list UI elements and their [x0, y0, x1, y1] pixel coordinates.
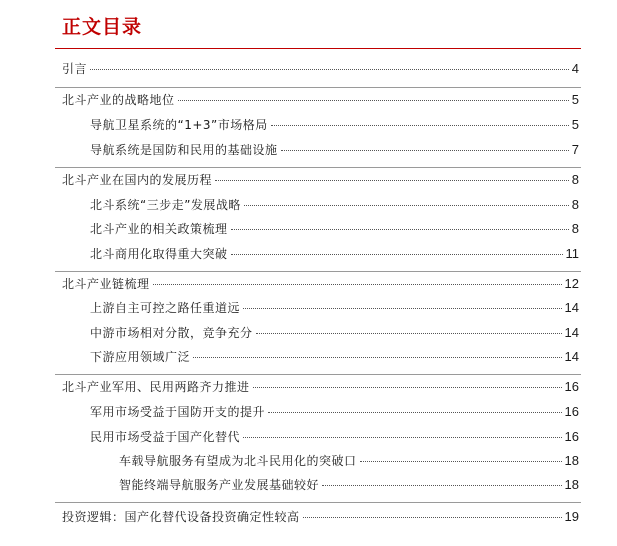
- toc-entry-vehicle-navigation[interactable]: [119, 453, 579, 469]
- dot-leader: [193, 357, 562, 358]
- toc-entry-upstream[interactable]: [90, 300, 579, 316]
- toc-page-number: 4: [571, 61, 579, 76]
- dot-leader: [153, 284, 562, 285]
- dot-leader: [322, 485, 562, 486]
- section-divider: [55, 502, 581, 503]
- toc-entry-industry-chain[interactable]: [62, 276, 579, 292]
- dot-leader: [215, 180, 569, 181]
- toc-title: 正文目录: [62, 16, 143, 38]
- toc-entry-introduction[interactable]: [62, 61, 579, 77]
- section-divider: [55, 87, 581, 88]
- toc-entry-smart-terminal[interactable]: [119, 477, 579, 493]
- toc-entry-civil-market[interactable]: [90, 429, 579, 445]
- toc-page-number: 8: [571, 172, 579, 187]
- toc-entry-military-market[interactable]: [90, 404, 579, 420]
- toc-entry-policy-review[interactable]: [90, 221, 579, 237]
- dot-leader: [243, 308, 562, 309]
- dot-leader: [268, 412, 562, 413]
- toc-page-number: 14: [564, 325, 579, 340]
- dot-leader: [244, 205, 569, 206]
- dot-leader: [231, 229, 569, 230]
- toc-page-number: 16: [564, 379, 579, 394]
- toc-entry-label: 引言: [62, 62, 88, 76]
- toc-entry-label: 北斗系统“三步走”发展战略: [90, 198, 241, 212]
- toc-page-number: 7: [571, 142, 579, 157]
- toc-page-number: 12: [564, 276, 579, 291]
- dot-leader: [271, 125, 569, 126]
- toc-entry-label: 智能终端导航服务产业发展基础较好: [119, 478, 320, 492]
- toc-entry-label: 北斗产业军用、民用两路齐力推进: [62, 380, 250, 394]
- dot-leader: [303, 517, 562, 518]
- toc-page-number: 14: [564, 300, 579, 315]
- toc-page-number: 16: [564, 429, 579, 444]
- toc-entry-midstream[interactable]: [90, 325, 579, 341]
- section-divider: [55, 167, 581, 168]
- toc-page-number: 14: [564, 349, 579, 364]
- section-divider: [55, 374, 581, 375]
- toc-page-number: 8: [571, 221, 579, 236]
- title-divider: [55, 48, 581, 49]
- toc-entry-investment-logic[interactable]: [62, 509, 579, 525]
- dot-leader: [178, 100, 569, 101]
- toc-entry-label: 车载导航服务有望成为北斗民用化的突破口: [119, 454, 357, 468]
- toc-entry-label: 北斗产业的相关政策梳理: [90, 222, 228, 236]
- toc-entry-label: 下游应用领域广泛: [90, 350, 191, 364]
- toc-page-number: 8: [571, 197, 579, 212]
- toc-entry-label: 北斗商用化取得重大突破: [90, 247, 228, 261]
- toc-page-number: 16: [564, 404, 579, 419]
- toc-entry-infrastructure[interactable]: [90, 142, 579, 158]
- toc-entry-three-step-strategy[interactable]: [90, 197, 579, 213]
- toc-entry-label: 民用市场受益于国产化替代: [90, 430, 241, 444]
- toc-entry-label: 投资逻辑：国产化替代设备投资确定性较高: [62, 510, 300, 524]
- toc-entry-label: 军用市场受益于国防开支的提升: [90, 405, 266, 419]
- toc-entry-downstream[interactable]: [90, 349, 579, 365]
- toc-entry-strategic-position[interactable]: [62, 92, 579, 108]
- dot-leader: [360, 461, 562, 462]
- toc-entry-label: 导航系统是国防和民用的基础设施: [90, 143, 278, 157]
- dot-leader: [281, 150, 569, 151]
- toc-page-number: 5: [571, 92, 579, 107]
- toc-page-number: 5: [571, 117, 579, 132]
- toc-entry-label: 上游自主可控之路任重道远: [90, 301, 241, 315]
- dot-leader: [256, 333, 562, 334]
- toc-page-number: 19: [564, 509, 579, 524]
- toc-entry-market-pattern[interactable]: [90, 117, 579, 133]
- toc-entry-label: 北斗产业链梳理: [62, 277, 150, 291]
- toc-entry-military-civil[interactable]: [62, 379, 579, 395]
- toc-entry-label: 中游市场相对分散，竞争充分: [90, 326, 253, 340]
- toc-page-number: 11: [565, 246, 579, 261]
- toc-page-number: 18: [564, 453, 579, 468]
- toc-entry-label: 北斗产业的战略地位: [62, 93, 175, 107]
- toc-entry-commercial-breakthrough[interactable]: [90, 246, 579, 262]
- toc-entry-label: 北斗产业在国内的发展历程: [62, 173, 213, 187]
- dot-leader: [231, 254, 563, 255]
- dot-leader: [253, 387, 562, 388]
- dot-leader: [90, 69, 569, 70]
- section-divider: [55, 271, 581, 272]
- toc-entry-domestic-history[interactable]: [62, 172, 579, 188]
- dot-leader: [243, 437, 562, 438]
- toc-page-number: 18: [564, 477, 579, 492]
- toc-entry-label: 导航卫星系统的“1+3”市场格局: [90, 118, 268, 132]
